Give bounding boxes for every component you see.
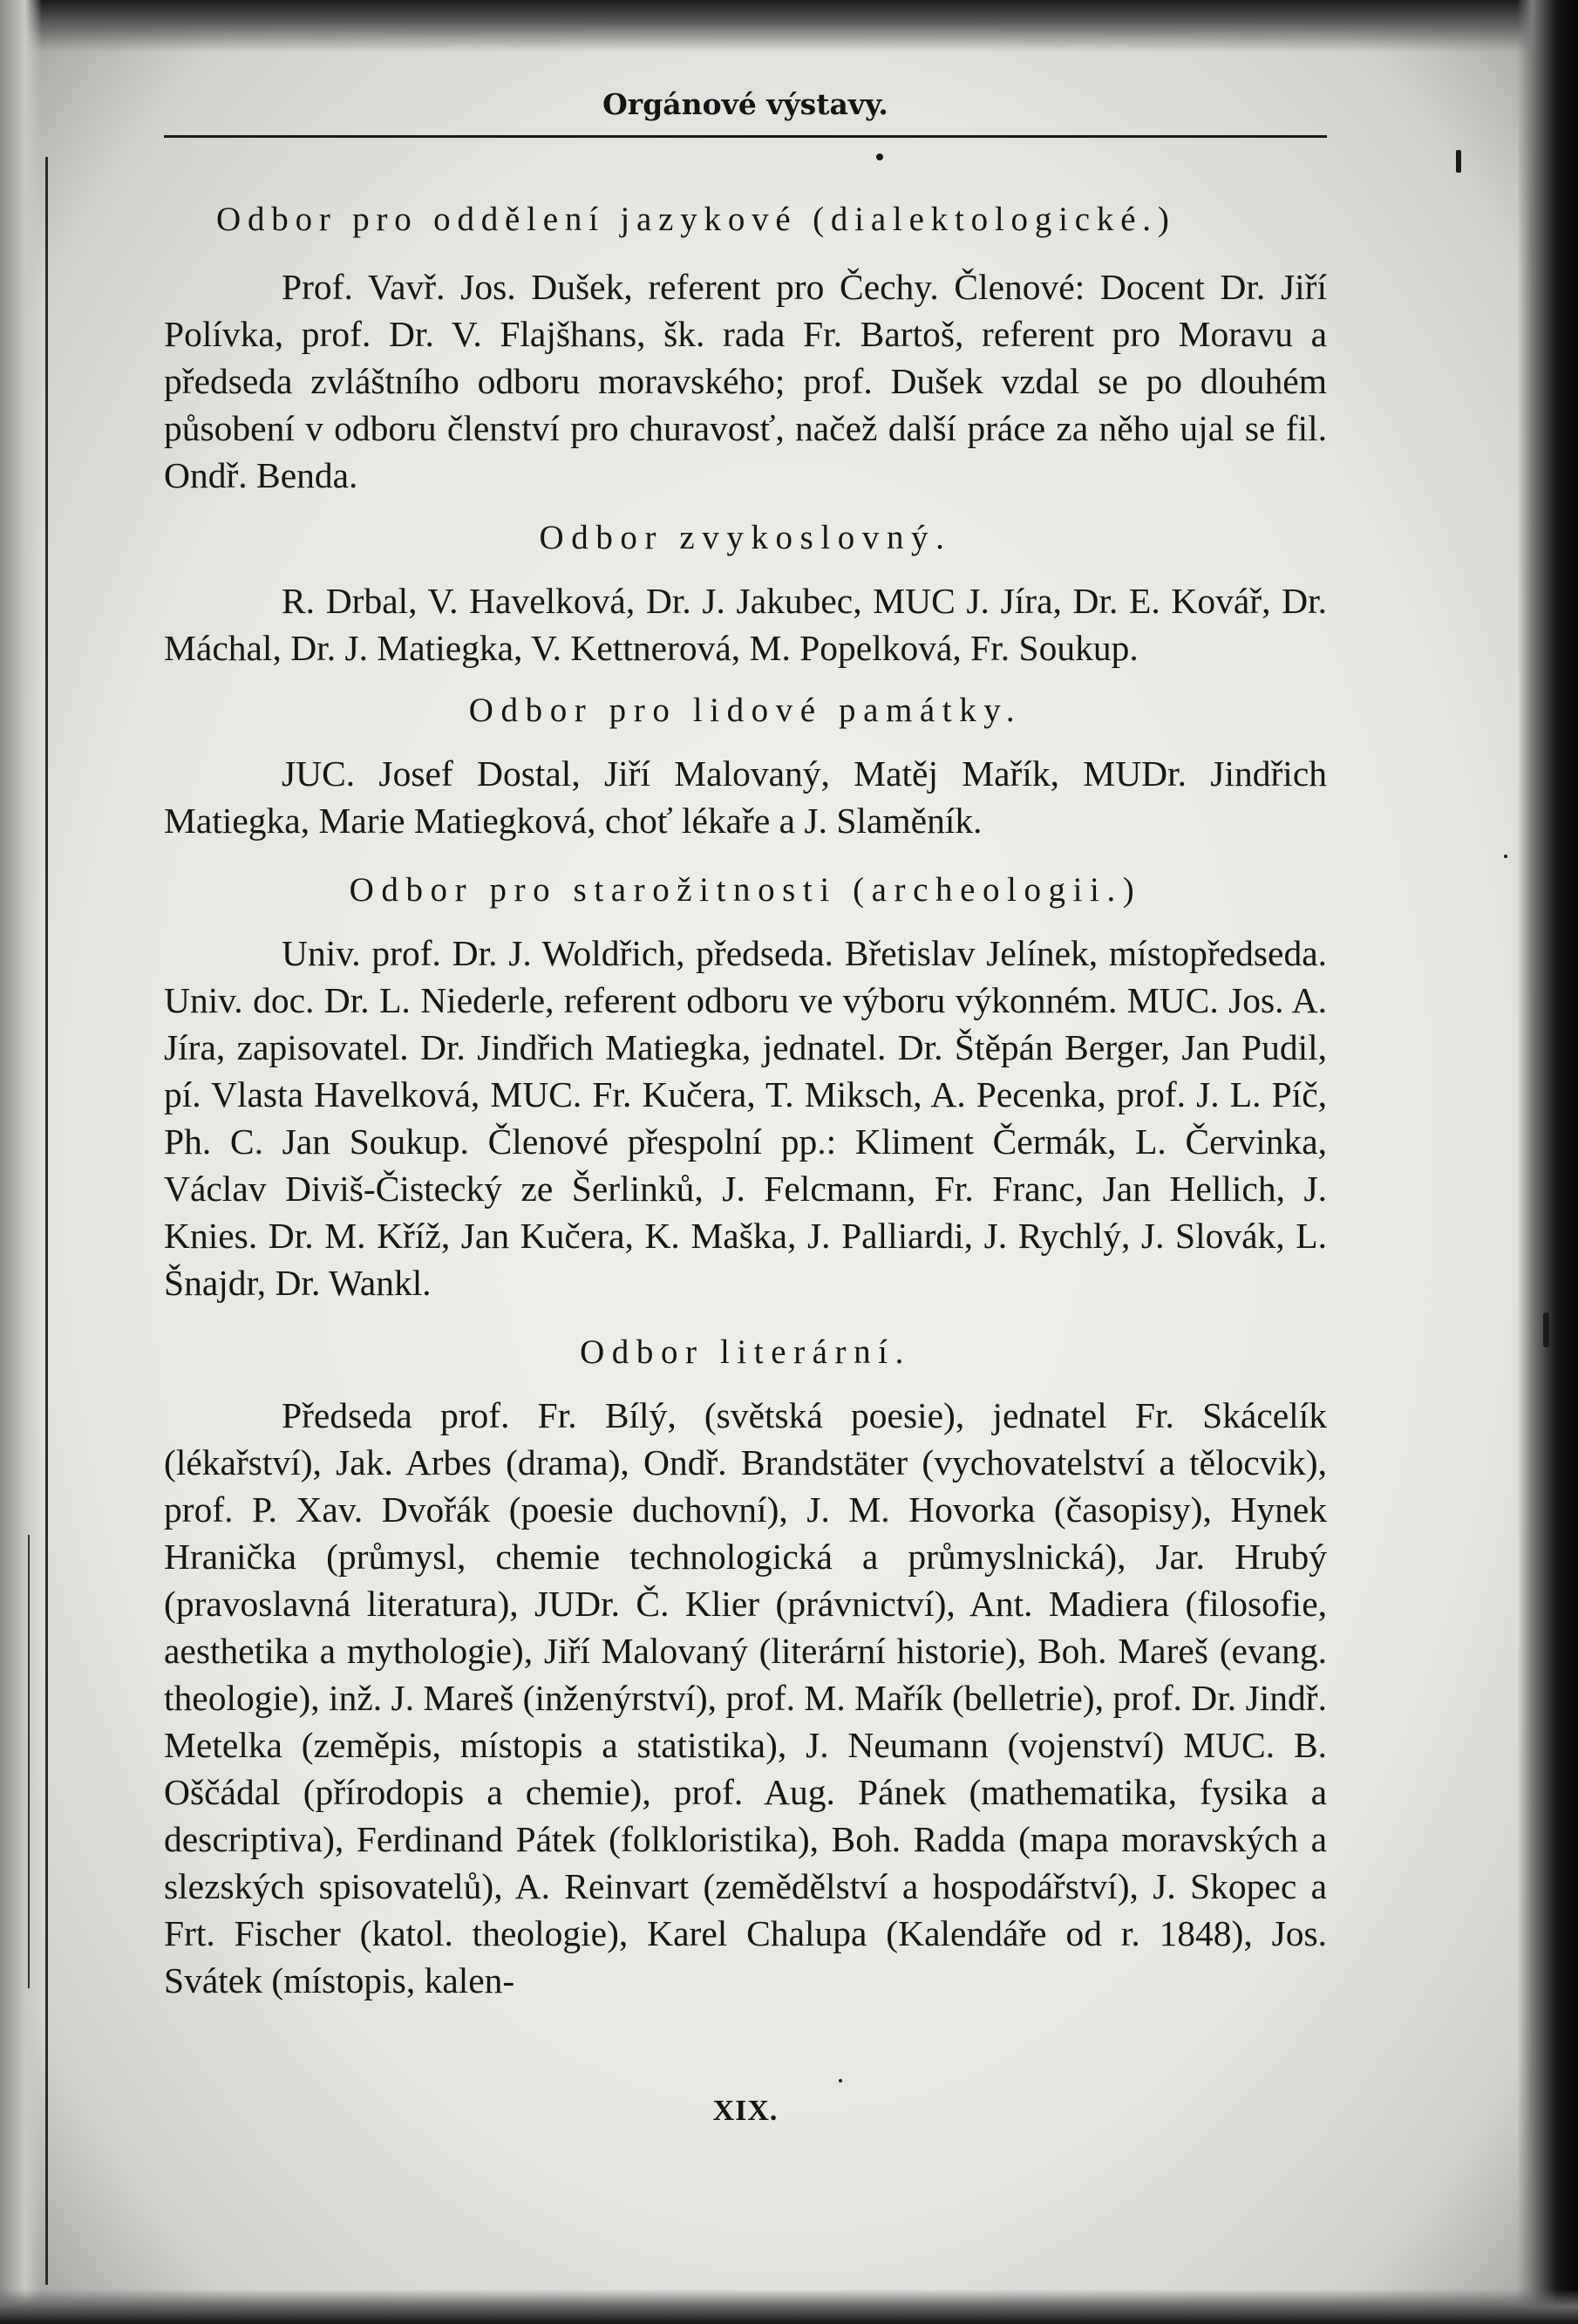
page-number: XIX. xyxy=(712,2095,779,2127)
section-paragraph: Předseda prof. Fr. Bílý, (světská poesie), jednatel Fr. Skácelík (lékařství), Jak. Arbes (drama), Ondř. Brandstäter (vychovatelství a tělocvik), prof. P. Xav. Dvořák (poesie duchovní), J. M. Hovorka (časopisy), Hynek Hranička (průmysl, chemie technologická a průmyslnická), Jar. Hrubý (pravoslavná literatura), JUDr. Č. Klier (právnictví), Ant. Madiera (filosofie, aesthetika a mythologie), Jiří Malovaný (literární historie), Boh. Mareš (evang. theologie), inž. J. Mareš (inženýrství), prof. M. Mařík (belletrie), prof. Dr. Jindř. Metelka (zeměpis, místopis a statistika), J. Neumann (vojenství) MUC. B. Oščádal (přírodopis a chemie), prof. Aug. Pánek (mathematika, fysika a descriptiva), Ferdinand Pátek (folkloristika), Boh. Radda (mapa moravských a slezských spisovatelů), A. Reinvart (zemědělství a hospodářství), J. Skopec a Frt. Fischer (katol. theologie), Karel Chalupa (Kalendáře od r. 1848), Jos. Svátek (místopis, kalen- xyxy=(164,1395,1327,2000)
scan-speck xyxy=(876,153,883,160)
page-edge-left xyxy=(0,0,42,2324)
section-title: Odbor literární. xyxy=(580,1333,911,1371)
scan-speck xyxy=(1504,855,1507,858)
page-edge-top xyxy=(0,0,1578,52)
scan-speck xyxy=(1543,1312,1549,1347)
section-title: Odbor zvykoslovný. xyxy=(539,519,952,556)
section-paragraph: Prof. Vavř. Jos. Dušek, referent pro Čechy. Členové: Docent Dr. Jiří Polívka, prof. Dr. V. Flajšhans, šk. rada Fr. Bartoš, referent pro Moravu a předseda zvláštního odboru moravského; prof. Dušek vzdal se po dlouhém působení v odboru členství pro churavosť, načež další práce za něho ujal se fil. Ondř. Benda. xyxy=(164,267,1327,495)
section-title: Odbor pro starožitnosti (archeologii.) xyxy=(349,871,1142,909)
section-paragraph: Univ. prof. Dr. J. Woldřich, předseda. Břetislav Jelínek, místopředseda. Univ. doc. Dr. L. Niederle, referent odboru ve výboru výkonném. MUC. Jos. A. Jíra, zapisovatel. Dr. Jindřich Matiegka, jednatel. Dr. Štěpán Berger, Jan Pudil, pí. Vlasta Havelková, MUC. Fr. Kučera, T. Miksch, A. Pecenka, prof. J. L. Píč, Ph. C. Jan Soukup. Členové přespolní pp.: Kliment Čermák, L. Červinka, Václav Diviš-Čistecký ze Šerlinků, J. Felcmann, Fr. Franc, Jan Hellich, J. Knies. Dr. M. Kříž, Jan Kučera, K. Maška, J. Palliardi, J. Rychlý, J. Slovák, L. Šnajdr, Dr. Wankl. xyxy=(164,933,1327,1303)
header-rule xyxy=(164,135,1327,138)
page-edge-bottom xyxy=(0,2289,1578,2324)
section-title: Odbor pro oddělení jazykové (dialektologické.) xyxy=(216,201,1176,238)
section-title: Odbor pro lidové památky. xyxy=(468,692,1023,729)
running-header: Orgánové výstavy. xyxy=(602,87,888,121)
scan-speck xyxy=(1456,150,1461,173)
scan-speck xyxy=(839,2079,842,2082)
section-paragraph: JUC. Josef Dostal, Jiří Malovaný, Matěj Mařík, MUDr. Jindřich Matiegka, Marie Matiegková, choť lékaře a J. Slaměník. xyxy=(164,753,1327,841)
section-paragraph: R. Drbal, V. Havelková, Dr. J. Jakubec, MUC J. Jíra, Dr. E. Kovář, Dr. Máchal, Dr. J. Matiegka, V. Kettnerová, M. Popelková, Fr. Soukup. xyxy=(164,581,1327,668)
page-edge-right xyxy=(1517,0,1578,2324)
binding-shadow-line-lower xyxy=(28,1535,30,1988)
page-body xyxy=(164,194,1327,2004)
binding-shadow-line xyxy=(45,157,48,2285)
